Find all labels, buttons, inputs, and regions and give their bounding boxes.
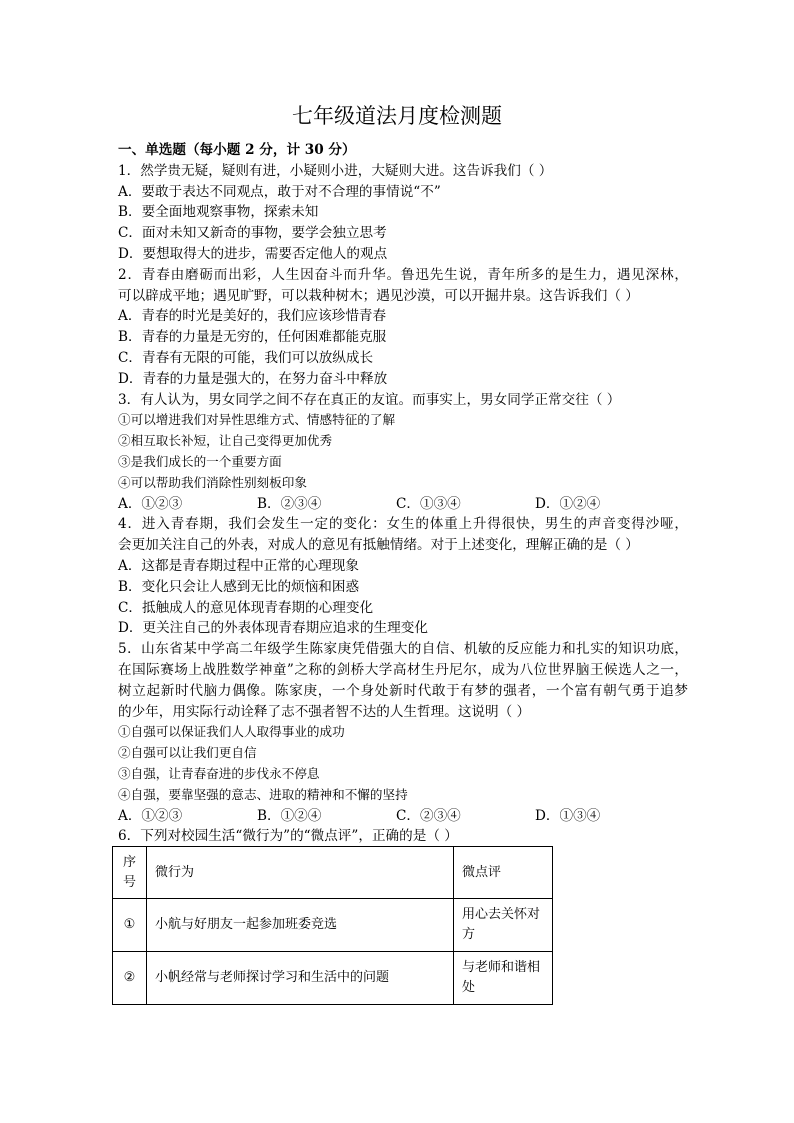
table-row	[113, 952, 553, 1005]
row-1-behavior: 小航与好朋友一起参加班委竞选	[147, 899, 454, 952]
table-row	[113, 899, 553, 952]
question-2-option-a: A．青春的时光是美好的，我们应该珍惜青春	[118, 308, 387, 325]
question-5-option-a: A．①②③	[118, 807, 183, 824]
question-5-stem-line-1: 5．山东省某中学高二年级学生陈家庚凭借强大的自信、机敏的反应能力和扎实的知识功底，	[118, 641, 688, 658]
question-1-option-c: C．面对未知又新奇的事物，要学会独立思考	[118, 225, 387, 242]
question-3-option-a: A．①②③	[118, 495, 183, 512]
exam-content	[118, 140, 688, 847]
question-3-statement-4: ④可以帮助我们消除性别刻板印象	[118, 474, 307, 490]
question-3-option-b: B．②③④	[257, 495, 322, 512]
question-5-stem-line-3: 树立起新时代脑力偶像。陈家庚，一个身处新时代敢于有梦的强者，一个富有朝气勇于追梦	[118, 682, 688, 699]
question-2-option-d: D．青春的力量是强大的，在努力奋斗中释放	[118, 370, 388, 387]
question-4-option-c: C．抵触成人的意见体现青春期的心理变化	[118, 599, 374, 616]
question-5-option-d: D．①③④	[535, 807, 601, 824]
question-6-stem: 6．下列对校园生活“微行为”的“微点评”，正确的是（ ）	[118, 828, 458, 845]
question-2-stem-line-1: 2．青春由磨砺而出彩，人生因奋斗而升华。鲁迅先生说，青年所多的是生力，遇见深林，	[118, 266, 688, 283]
page-title: 七年级道法月度检测题	[292, 104, 502, 128]
question-5-statement-3: ③自强，让青春奋进的步伐永不停息	[118, 765, 320, 781]
question-3-option-d: D．①②④	[535, 495, 601, 512]
row-2-comment: 与老师和谐相处	[454, 952, 553, 1005]
question-5-stem-line-4: 的少年，用实际行动诠释了志不强者智不达的人生哲理。这说明（ ）	[118, 703, 531, 720]
question-5-statement-2: ②自强可以让我们更自信	[118, 745, 257, 761]
question-6-table	[112, 846, 553, 1005]
section-heading: 一、单选题（每小题 2 分，计 30 分）	[118, 142, 356, 158]
question-2-option-b: B．青春的力量是无穷的，任何困难都能克服	[118, 329, 387, 346]
question-1-stem: 1．然学贵无疑，疑则有进，小疑则小进，大疑则大进。这告诉我们（ ）	[118, 162, 553, 179]
header-comment: 微点评	[454, 847, 553, 899]
question-3-stem: 3．有人认为，男女同学之间不存在真正的友谊。而事实上，男女同学正常交往（ ）	[118, 391, 621, 408]
row-1-number: ①	[113, 899, 147, 952]
question-5-option-b: B．①②④	[257, 807, 322, 824]
question-3-statement-1: ①可以增进我们对异性思维方式、情感特征的了解	[118, 412, 396, 428]
table-header-row	[113, 847, 553, 899]
question-5-option-c: C．②③④	[396, 807, 461, 824]
question-3-option-c: C．①③④	[396, 495, 461, 512]
question-4-stem-line-2: 会更加关注自己的外表，对成人的意见有抵触情绪。对于上述变化，理解正确的是（ ）	[118, 537, 639, 554]
question-1-option-a: A．要敢于表达不同观点，敢于对不合理的事情说“不”	[118, 183, 441, 200]
question-4-stem-line-1: 4．进入青春期，我们会发生一定的变化：女生的体重上升得很快，男生的声音变得沙哑，	[118, 516, 688, 533]
row-1-comment: 用心去关怀对方	[454, 899, 553, 952]
question-1-option-b: B．要全面地观察事物，探索未知	[118, 204, 319, 221]
question-3-options	[118, 494, 688, 515]
question-4-option-d: D．更关注自己的外表体现青春期应追求的生理变化	[118, 620, 428, 637]
question-4-option-b: B．变化只会让人感到无比的烦恼和困惑	[118, 578, 360, 595]
question-3-statement-2: ②相互取长补短，让自己变得更加优秀	[118, 433, 333, 449]
question-4-option-a: A．这都是青春期过程中正常的心理现象	[118, 557, 359, 574]
question-5-options	[118, 806, 688, 827]
question-1-option-d: D．要想取得大的进步，需要否定他人的观点	[118, 245, 388, 262]
header-number: 序号	[113, 847, 147, 899]
question-5-statement-4: ④自强，要靠坚强的意志、进取的精神和不懈的坚持	[118, 786, 408, 802]
row-2-behavior: 小帆经常与老师探讨学习和生活中的问题	[147, 952, 454, 1005]
question-5-statement-1: ①自强可以保证我们人人取得事业的成功	[118, 724, 345, 740]
question-3-statement-3: ③是我们成长的一个重要方面	[118, 453, 282, 469]
question-2-stem-line-2: 可以辟成平地；遇见旷野，可以栽种树木；遇见沙漠，可以开掘井泉。这告诉我们（ ）	[118, 287, 639, 304]
question-5-stem-line-2: 在国际赛场上战胜数学神童”之称的剑桥大学高材生丹尼尔，成为八位世界脑王候选人之一，	[118, 661, 688, 678]
header-behavior: 微行为	[147, 847, 454, 899]
row-2-number: ②	[113, 952, 147, 1005]
question-2-option-c: C．青春有无限的可能，我们可以放纵成长	[118, 349, 374, 366]
